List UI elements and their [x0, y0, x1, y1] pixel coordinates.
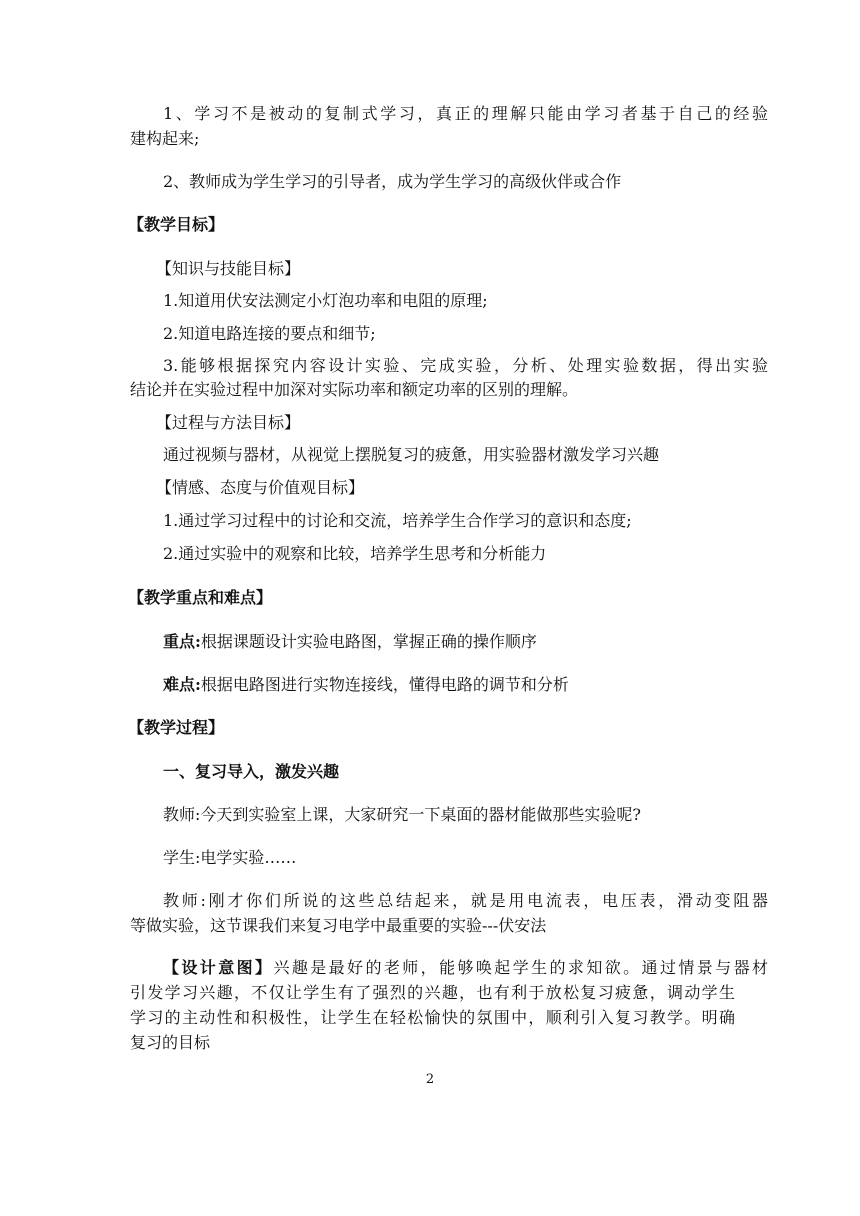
- process-method-text: 通过视频与器材，从视觉上摆脱复习的疲惫，用实验器材激发学习兴趣: [163, 445, 660, 464]
- key-points-heading: 【教学重点和难点】: [128, 588, 273, 607]
- principle-2: 2、教师成为学生学习的引导者，成为学生学习的高级伙伴或合作: [163, 172, 622, 191]
- design-intent-line-2: 引发学习兴趣，不仅让学生有了强烈的兴趣，也有利于放松复习疲惫，调动学生: [130, 983, 735, 1002]
- teacher-line-1: 教师:今天到实验室上课，大家研究一下桌面的器材能做那些实验呢?: [163, 805, 641, 824]
- student-line-1: 学生:电学实验……: [163, 848, 297, 867]
- focus-text: 根据课题设计实验电路图，掌握正确的操作顺序: [200, 632, 537, 651]
- difficulty-paragraph: [163, 677, 768, 693]
- design-intent-label: 【设计意图】: [163, 958, 274, 977]
- knowledge-item-2: 2.知道电路连接的要点和细节;: [163, 324, 376, 343]
- focus-paragraph: [163, 634, 768, 650]
- teacher-line-2-part-1: 教师:刚才你们所说的这些总结起来，就是用电流表，电压表，滑动变阻器: [163, 891, 768, 910]
- knowledge-item-1: 1.知道用伏安法测定小灯泡功率和电阻的原理;: [163, 291, 488, 310]
- design-intent-line-3: 学习的主动性和积极性，让学生在轻松愉快的氛围中，顺利引入复习教学。明确: [130, 1008, 735, 1027]
- knowledge-skills-heading: 【知识与技能目标】: [156, 259, 301, 278]
- process-method-heading: 【过程与方法目标】: [156, 413, 301, 432]
- design-intent-line-4: 复习的目标: [130, 1033, 211, 1052]
- emotion-item-2: 2.通过实验中的观察和比较，培养学生思考和分析能力: [163, 544, 547, 563]
- knowledge-item-3-line-1: 3.能够根据探究内容设计实验、完成实验，分析、处理实验数据，得出实验: [163, 356, 768, 375]
- teacher-line-2-part-2: 等做实验，这节课我们来复习电学中最重要的实验---伏安法: [130, 916, 547, 935]
- section-1-title: 一、复习导入，激发兴趣: [163, 762, 340, 781]
- page-number: 2: [425, 1072, 435, 1087]
- difficulty-text: 根据电路图进行实物连接线，懂得电路的调节和分析: [200, 675, 569, 694]
- emotion-values-heading: 【情感、态度与价值观目标】: [156, 478, 365, 497]
- teaching-goals-heading: 【教学目标】: [128, 215, 225, 234]
- focus-label: 重点:: [163, 632, 201, 651]
- principle-1-line-1: 1、学习不是被动的复制式学习，真正的理解只能由学习者基于自己的经验: [163, 104, 768, 123]
- principle-1-line-2: 建构起来;: [130, 129, 200, 148]
- design-intent-line-1: [163, 960, 768, 976]
- design-intent-text-1: 兴趣是最好的老师，能够唤起学生的求知欲。通过情景与器材: [273, 958, 768, 977]
- knowledge-item-3-line-2: 结论并在实验过程中加深对实际功率和额定功率的区别的理解。: [130, 380, 579, 399]
- teaching-process-heading: 【教学过程】: [128, 718, 225, 737]
- emotion-item-1: 1.通过学习过程中的讨论和交流，培养学生合作学习的意识和态度;: [163, 511, 632, 530]
- difficulty-label: 难点:: [163, 675, 201, 694]
